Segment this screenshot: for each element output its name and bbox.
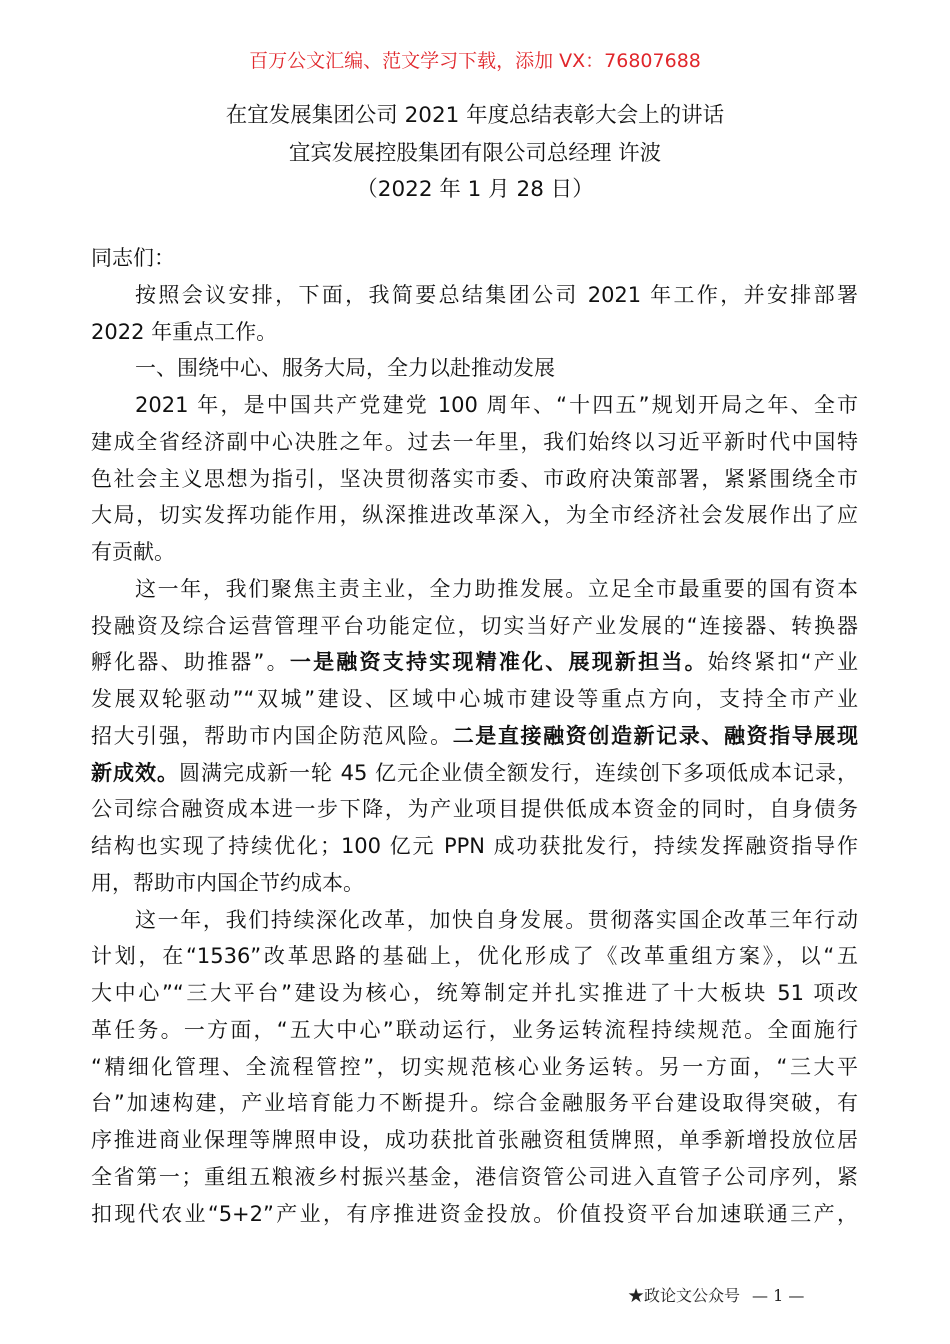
text-line	[91, 350, 858, 387]
text-segment: 计划，在“1536”改革思路的基础上，优化形成了《改革重组方案》，以“五	[91, 944, 858, 969]
text-segment: 有贡献。	[91, 540, 175, 564]
text-line	[91, 1122, 858, 1159]
text-segment: 招大引强，帮助市内国企防范风险。	[91, 723, 453, 748]
text-segment: 公司综合融资成本进一步下降，为产业项目提供低成本资金的同时，自身债务	[91, 797, 858, 822]
document-title: 在宜发展集团公司 2021 年度总结表彰大会上的讲话	[225, 103, 725, 128]
text-segment: 扣现代农业“5+2”产业，有序推进资金投放。价值投资平台加速联通三产，	[91, 1201, 858, 1226]
text-line	[91, 755, 858, 792]
bold-text-segment: 一是融资支持实现精准化、展现新担当。	[289, 650, 708, 675]
text-segment: 发展双轮驱动”“双城”建设、区域中心城市建设等重点方向，支持全市产业	[91, 687, 858, 711]
text-segment: 结构也实现了持续优化；100 亿元 PPN 成功获批发行，持续发挥融资指导作	[91, 834, 858, 858]
text-line	[91, 865, 858, 902]
text-segment: 孵化器、助推器”。	[91, 650, 290, 675]
text-line	[91, 534, 858, 571]
text-line	[91, 1049, 858, 1086]
date-line: （2022 年 1 月 28 日）	[356, 177, 594, 202]
speaker-line: 宜宾发展控股集团有限公司总经理 许波	[288, 141, 662, 166]
text-segment: 大中心”“三大平台”建设为核心，统筹制定并扎实推进了十大板块 51 项改	[91, 981, 858, 1005]
text-line	[91, 718, 858, 755]
text-line	[91, 681, 858, 718]
text-segment: 圆满完成新一轮 45 亿元企业债全额发行，连续创下多项低成本记录，	[179, 760, 859, 785]
text-line	[91, 938, 858, 975]
bold-text-segment: 新成效。	[91, 760, 179, 785]
text-segment: 这一年，我们持续深化改革，加快自身发展。贯彻落实国企改革三年行动	[135, 907, 858, 932]
text-line	[91, 277, 858, 314]
text-segment: 同志们：	[91, 246, 175, 270]
text-line	[91, 424, 858, 461]
text-line	[91, 1012, 858, 1049]
text-line	[91, 608, 858, 645]
text-line	[91, 240, 858, 277]
text-segment: “精细化管理、全流程管控”，切实规范核心业务运转。另一方面，“三大平	[91, 1054, 858, 1079]
text-segment: 色社会主义思想为指引，坚决贯彻落实市委、市政府决策部署，紧紧围绕全市	[91, 466, 858, 491]
text-line	[91, 828, 858, 865]
text-segment: 台”加速构建，产业培育能力不断提升。综合金融服务平台建设取得突破，有	[91, 1091, 858, 1116]
text-line	[91, 461, 858, 498]
text-segment: 按照会议安排，下面，我简要总结集团公司 2021 年工作，并安排部署	[135, 282, 858, 307]
text-segment: 2022 年重点工作。	[91, 319, 278, 344]
text-line	[91, 387, 858, 424]
text-segment: 建成全省经济副中心决胜之年。过去一年里，我们始终以习近平新时代中国特	[91, 429, 858, 454]
footer-source: ★政论文公众号	[628, 1286, 741, 1305]
text-segment: 全省第一；重组五粮液乡村振兴基金，港信资管公司进入直管子公司序列，紧	[91, 1164, 858, 1189]
text-line	[91, 644, 858, 681]
text-segment: 这一年，我们聚焦主责主业，全力助推发展。立足全市最重要的国有资本	[135, 576, 858, 601]
text-line	[91, 791, 858, 828]
text-line	[91, 1085, 858, 1122]
text-line	[91, 975, 858, 1012]
text-line	[91, 571, 858, 608]
document-body	[91, 240, 858, 1232]
text-segment: 序推进商业保理等牌照申设，成功获批首张融资租赁牌照，单季新增投放位居	[91, 1128, 858, 1152]
page-footer	[628, 1283, 804, 1306]
page-number: — 1 —	[752, 1286, 805, 1305]
text-segment: 大局，切实发挥功能作用，纵深推进改革深入，为全市经济社会发展作出了应	[91, 503, 858, 528]
text-segment: 始终紧扣“产业	[707, 650, 858, 675]
text-segment: 革任务。一方面，“五大中心”联动运行，业务运转流程持续规范。全面施行	[91, 1017, 858, 1042]
text-line	[91, 497, 858, 534]
text-line	[91, 1196, 858, 1233]
text-segment: 投融资及综合运营管理平台功能定位，切实当好产业发展的“连接器、转换器	[91, 613, 858, 638]
text-line	[91, 314, 858, 351]
text-segment: 2021 年，是中国共产党建党 100 周年、“十四五”规划开局之年、全市	[135, 393, 858, 417]
text-line	[91, 1159, 858, 1196]
text-segment: 一、围绕中心、服务大局，全力以赴推动发展	[135, 356, 555, 381]
text-line	[91, 902, 858, 939]
bold-text-segment: 二是直接融资创造新记录、融资指导展现	[452, 723, 859, 748]
watermark-banner: 百万公文汇编、范文学习下载，添加 VX：76807688	[249, 50, 701, 72]
text-segment: 用，帮助市内国企节约成本。	[91, 870, 364, 895]
